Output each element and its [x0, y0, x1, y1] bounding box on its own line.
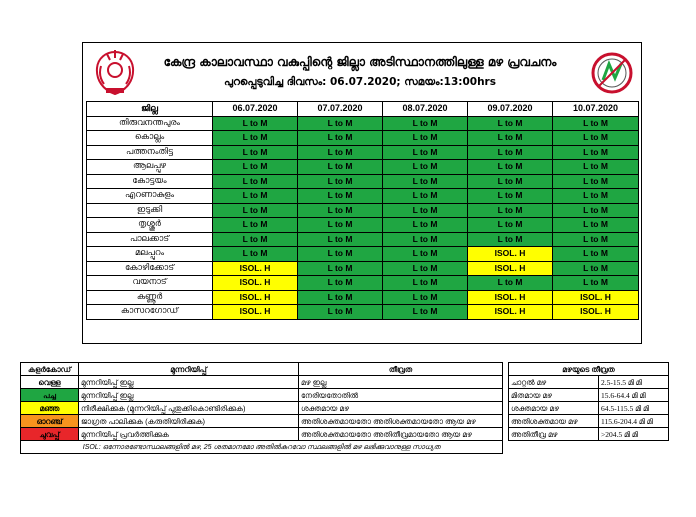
ksdma-logo-icon [591, 52, 633, 94]
intensity-row [509, 428, 669, 441]
district-name: തിരുവനന്തപുരം [87, 116, 213, 131]
forecast-cell: L to M [298, 261, 383, 276]
forecast-row [87, 305, 639, 320]
date-header: 07.07.2020 [298, 102, 383, 117]
forecast-cell: L to M [553, 160, 639, 175]
legend-body [21, 376, 503, 441]
color-code-swatch: മഞ്ഞ [21, 402, 79, 415]
warning-text: മുന്നറിയിപ്പ് ഇല്ല [79, 389, 299, 402]
forecast-row [87, 276, 639, 291]
intensity-range: >204.5 മി മി [599, 428, 669, 441]
forecast-cell: L to M [213, 247, 298, 262]
district-name: കണ്ണൂർ [87, 290, 213, 305]
forecast-cell: L to M [468, 203, 553, 218]
district-column-header: ജില്ല [87, 102, 213, 117]
forecast-cell: L to M [298, 174, 383, 189]
forecast-cell: ISOL. H [553, 290, 639, 305]
color-code-header: കളർകോഡ് [21, 363, 79, 376]
legend-row [21, 415, 503, 428]
forecast-cell: L to M [383, 145, 468, 160]
forecast-table [86, 101, 639, 320]
forecast-cell: L to M [383, 174, 468, 189]
forecast-cell: L to M [213, 218, 298, 233]
intensity-text: നേരിയതോതിൽ [299, 389, 503, 402]
forecast-cell: L to M [553, 247, 639, 262]
forecast-cell: ISOL. H [213, 290, 298, 305]
district-name: ആലപ്പുഴ [87, 160, 213, 175]
intensity-row [509, 389, 669, 402]
legend-row [21, 389, 503, 402]
forecast-cell: L to M [553, 189, 639, 204]
forecast-cell: ISOL. H [213, 276, 298, 291]
intensity-range: 15.6-64.4 മി മി [599, 389, 669, 402]
forecast-cell: L to M [553, 174, 639, 189]
forecast-cell: L to M [213, 203, 298, 218]
forecast-row [87, 261, 639, 276]
forecast-cell: L to M [213, 189, 298, 204]
forecast-cell: ISOL. H [553, 305, 639, 320]
forecast-cell: ISOL. H [468, 261, 553, 276]
forecast-cell: L to M [383, 218, 468, 233]
forecast-cell: L to M [383, 305, 468, 320]
intensity-label: ചാറ്റൽ മഴ [509, 376, 599, 389]
intensity-header: തീവ്രത [299, 363, 503, 376]
district-name: തൃശ്ശൂർ [87, 218, 213, 233]
date-header: 10.07.2020 [553, 102, 639, 117]
intensity-label: മിതമായ മഴ [509, 389, 599, 402]
district-name: ഇടുക്കി [87, 203, 213, 218]
district-name: മലപ്പുറം [87, 247, 213, 262]
forecast-cell: L to M [298, 131, 383, 146]
forecast-cell: L to M [383, 189, 468, 204]
forecast-row [87, 116, 639, 131]
intensity-table-header: മഴയുടെ തീവ്രത [509, 363, 669, 376]
legend-footnote: ISOL: ഒന്നോരണ്ടോസ്ഥലങ്ങളിൽ മഴ, 25 ശതമാനമോ അതിൽകുറവോ സ്ഥലങ്ങളിൽ മഴ ലഭിക്കുവാനുള്ള സാധ്യത [21, 441, 503, 454]
forecast-cell: L to M [383, 232, 468, 247]
district-name: പത്തനംതിട്ട [87, 145, 213, 160]
forecast-row [87, 131, 639, 146]
color-code-swatch: ചുവപ്പ് [21, 428, 79, 441]
forecast-cell: L to M [553, 203, 639, 218]
intensity-body [509, 376, 669, 441]
forecast-cell: L to M [468, 189, 553, 204]
color-code-swatch: വെള്ള [21, 376, 79, 389]
forecast-cell: L to M [298, 247, 383, 262]
forecast-row [87, 174, 639, 189]
forecast-cell: L to M [468, 232, 553, 247]
forecast-cell: L to M [553, 218, 639, 233]
intensity-label: ശക്തമായ മഴ [509, 402, 599, 415]
forecast-header-row [87, 102, 639, 117]
forecast-row [87, 189, 639, 204]
district-name: കോട്ടയം [87, 174, 213, 189]
forecast-body [87, 116, 639, 319]
forecast-cell: L to M [298, 276, 383, 291]
forecast-cell: L to M [298, 116, 383, 131]
forecast-row [87, 145, 639, 160]
district-name: വയനാട് [87, 276, 213, 291]
district-name: കാസറഗോഡ് [87, 305, 213, 320]
forecast-row [87, 160, 639, 175]
legend-row [21, 376, 503, 389]
issue-date: പുറപ്പെടുവിച്ച ദിവസം: 06.07.2020; സമയം:13:00hrs [224, 76, 496, 88]
page-title: കേന്ദ്ര കാലാവസ്ഥാ വകുപ്പിന്റെ ജില്ലാ അടിസ്ഥാനത്തിലുള്ള മഴ പ്രവചനം [163, 55, 557, 69]
forecast-cell: L to M [298, 218, 383, 233]
legend-row [21, 428, 503, 441]
forecast-cell: L to M [553, 131, 639, 146]
district-name: പാലക്കാട് [87, 232, 213, 247]
intensity-text: മഴ ഇല്ല [299, 376, 503, 389]
forecast-cell: L to M [383, 247, 468, 262]
forecast-cell: ISOL. H [468, 247, 553, 262]
kerala-emblem-icon [92, 48, 138, 98]
forecast-cell: L to M [383, 261, 468, 276]
warning-text: ജാഗ്രത പാലിക്കുക (കരുതിയിരിക്കുക) [79, 415, 299, 428]
legend-row [21, 402, 503, 415]
intensity-row [509, 415, 669, 428]
forecast-cell: L to M [383, 160, 468, 175]
warning-text: നിരീക്ഷിക്കുക (മുന്നറിയിപ്പ് പുതുക്കികൊണ്ടിരിക്കുക) [79, 402, 299, 415]
intensity-range: 115.6-204.4 മി മി [599, 415, 669, 428]
forecast-cell: ISOL. H [213, 305, 298, 320]
forecast-cell: L to M [383, 131, 468, 146]
forecast-cell: L to M [383, 116, 468, 131]
forecast-cell: L to M [213, 131, 298, 146]
intensity-text: അതിശക്തമായതോ അതിതീവ്രമായതോ ആയ മഴ [299, 428, 503, 441]
forecast-cell: L to M [553, 232, 639, 247]
date-header: 09.07.2020 [468, 102, 553, 117]
intensity-range: 64.5-115.5 മി മി [599, 402, 669, 415]
forecast-cell: L to M [468, 116, 553, 131]
forecast-cell: L to M [553, 116, 639, 131]
intensity-label: അതിതീവ്ര മഴ [509, 428, 599, 441]
forecast-cell: L to M [468, 145, 553, 160]
forecast-cell: L to M [553, 261, 639, 276]
forecast-row [87, 218, 639, 233]
forecast-row [87, 247, 639, 262]
forecast-cell: L to M [298, 203, 383, 218]
district-name: എറണാകുളം [87, 189, 213, 204]
forecast-cell: L to M [213, 232, 298, 247]
forecast-cell: L to M [383, 276, 468, 291]
date-header: 08.07.2020 [383, 102, 468, 117]
forecast-cell: L to M [298, 305, 383, 320]
warning-header: മുന്നറിയിപ്പ് [79, 363, 299, 376]
forecast-cell: L to M [213, 145, 298, 160]
forecast-cell: L to M [468, 174, 553, 189]
forecast-cell: L to M [298, 232, 383, 247]
intensity-row [509, 376, 669, 389]
intensity-row [509, 402, 669, 415]
forecast-cell: L to M [213, 174, 298, 189]
color-code-swatch: പച്ച [21, 389, 79, 402]
forecast-cell: L to M [213, 160, 298, 175]
warning-text: മുന്നറിയിപ്പ് ഇല്ല [79, 376, 299, 389]
forecast-cell: L to M [468, 276, 553, 291]
forecast-row [87, 232, 639, 247]
district-name: കൊല്ലം [87, 131, 213, 146]
district-name: കോഴിക്കോട് [87, 261, 213, 276]
forecast-row [87, 203, 639, 218]
forecast-cell: L to M [553, 145, 639, 160]
forecast-cell: L to M [213, 116, 298, 131]
intensity-label: അതിശക്തമായ മഴ [509, 415, 599, 428]
forecast-cell: L to M [298, 290, 383, 305]
forecast-row [87, 290, 639, 305]
intensity-text: അതിശക്തമായതോ അതിശക്തമായതോ ആയ മഴ [299, 415, 503, 428]
forecast-cell: L to M [553, 276, 639, 291]
forecast-cell: ISOL. H [468, 305, 553, 320]
forecast-cell: L to M [468, 160, 553, 175]
forecast-cell: L to M [298, 160, 383, 175]
rain-intensity-table [508, 362, 669, 441]
intensity-range: 2.5-15.5 മി മി [599, 376, 669, 389]
legend-footnote-row [21, 441, 503, 454]
forecast-cell: L to M [468, 218, 553, 233]
legend-header-row [21, 363, 503, 376]
forecast-cell: L to M [383, 290, 468, 305]
intensity-header-row [509, 363, 669, 376]
forecast-cell: L to M [298, 189, 383, 204]
forecast-cell: ISOL. H [213, 261, 298, 276]
intensity-text: ശക്തമായ മഴ [299, 402, 503, 415]
forecast-cell: ISOL. H [468, 290, 553, 305]
warning-text: മുന്നറിയിപ്പ് പ്രവർത്തിക്കുക [79, 428, 299, 441]
color-code-swatch: ഓറഞ്ച് [21, 415, 79, 428]
date-header: 06.07.2020 [213, 102, 298, 117]
forecast-cell: L to M [383, 203, 468, 218]
color-code-legend [20, 362, 503, 454]
forecast-cell: L to M [298, 145, 383, 160]
forecast-cell: L to M [468, 131, 553, 146]
